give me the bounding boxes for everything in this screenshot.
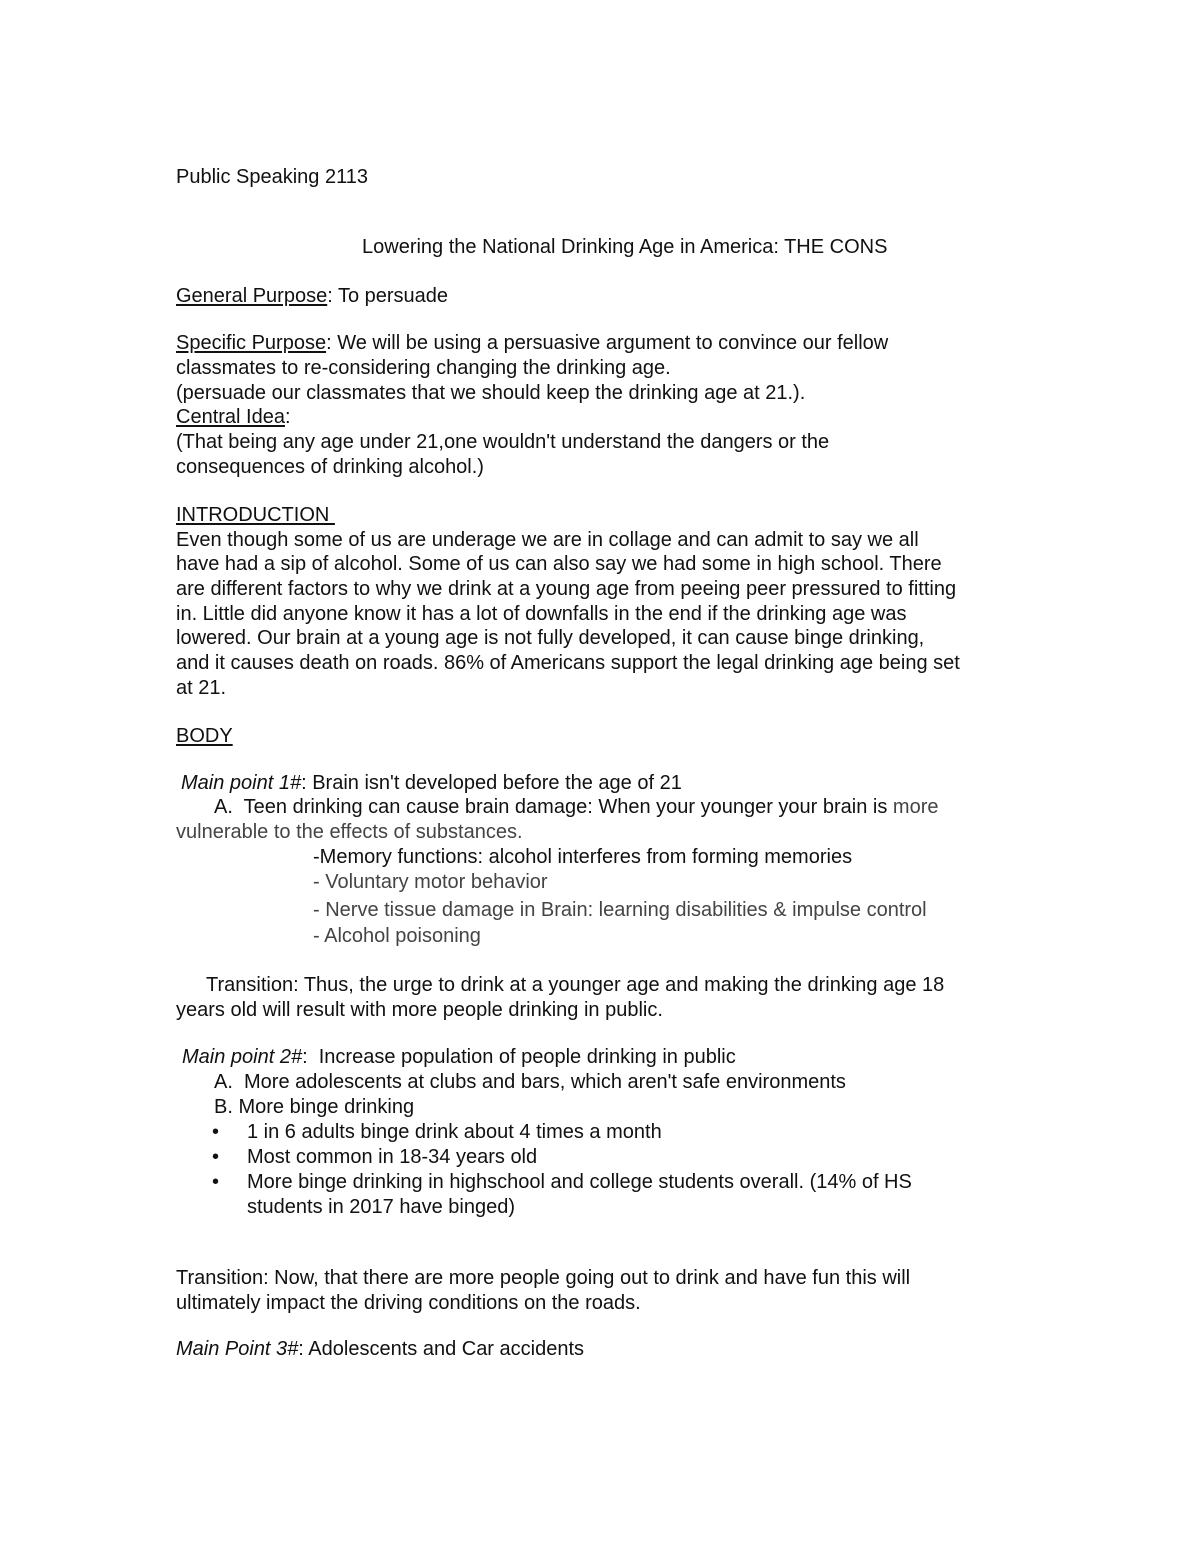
general-purpose-text: To persuade	[332, 285, 449, 307]
general-purpose-line	[176, 284, 448, 309]
central-idea-line-1: (That being any age under 21,one wouldn't understand the dangers or the	[176, 431, 830, 453]
bullet-item: 1 in 6 adults binge drink about 4 times a month	[247, 1121, 662, 1143]
central-idea-heading	[176, 405, 291, 430]
main-point-3-text: : Adolescents and Car accidents	[298, 1338, 585, 1360]
specific-purpose-line-3: (persuade our classmates that we should keep the drinking age at 21.).	[176, 382, 806, 404]
central-idea-colon: :	[284, 406, 291, 428]
body-heading: BODY	[176, 725, 233, 747]
introduction-line: lowered. Our brain at a young age is not fully developed, it can cause binge drinking,	[176, 627, 925, 649]
main-point-2-text: : Increase population of people drinking in public	[302, 1046, 736, 1068]
introduction-line: at 21.	[176, 677, 227, 699]
main-point-1-detail: -Memory functions: alcohol interferes from forming memories	[313, 846, 853, 868]
bullet-item: Most common in 18-34 years old	[247, 1146, 538, 1168]
specific-purpose-label: Specific Purpose	[176, 332, 327, 354]
introduction-line: have had a sip of alcohol. Some of us can also say we had some in high school. There	[176, 553, 942, 575]
general-purpose-colon: :	[327, 285, 333, 307]
main-point-1-detail: - Voluntary motor behavior	[313, 871, 548, 893]
bullet-glyph: •	[212, 1146, 220, 1168]
bullet-glyph: •	[212, 1121, 220, 1143]
transition-1-line-1: Transition: Thus, the urge to drink at a younger age and making the drinking age 18	[206, 974, 945, 996]
main-point-1-detail: - Alcohol poisoning	[313, 925, 481, 947]
course-line: Public Speaking 2113	[176, 166, 368, 188]
bullet-item: More binge drinking in highschool and college students overall. (14% of HS	[247, 1171, 912, 1193]
main-point-1-sub-a-line-2: vulnerable to the effects of substances.	[176, 821, 523, 843]
bullet-glyph: •	[212, 1171, 220, 1193]
main-point-2-label: Main point 2#	[182, 1046, 303, 1068]
main-point-2-sub-b: B. More binge drinking	[214, 1096, 415, 1118]
general-purpose-label: General Purpose	[176, 285, 328, 307]
transition-1-line-2: years old will result with more people drinking in public.	[176, 999, 663, 1021]
main-point-3-label: Main Point 3#	[176, 1338, 299, 1360]
document-title: Lowering the National Drinking Age in America: THE CONS	[362, 236, 888, 258]
introduction-line: and it causes death on roads. 86% of Americans support the legal drinking age being set	[176, 652, 960, 674]
central-idea-line-2: consequences of drinking alcohol.)	[176, 456, 484, 478]
main-point-2	[182, 1045, 736, 1070]
main-point-1	[181, 771, 682, 796]
transition-2-line-2: ultimately impact the driving conditions on the roads.	[176, 1292, 641, 1314]
specific-purpose-line-1	[176, 331, 888, 356]
main-point-1-detail: - Nerve tissue damage in Brain: learning disabilities & impulse control	[313, 899, 927, 921]
main-point-1-text: : Brain isn't developed before the age of 21	[301, 772, 682, 794]
main-point-1-sub-a-text: A. Teen drinking can cause brain damage: When your younger your brain is	[214, 796, 893, 818]
main-point-1-sub-a	[214, 795, 938, 820]
bullet-item-continuation: students in 2017 have binged)	[247, 1196, 515, 1218]
specific-purpose-text: : We will be using a persuasive argument to convince our fellow	[326, 332, 889, 354]
introduction-line: in. Little did anyone know it has a lot of downfalls in the end if the drinking age was	[176, 603, 907, 625]
main-point-3	[176, 1337, 584, 1362]
introduction-line: are different factors to why we drink at a young age from peeing peer pressured to fitting	[176, 578, 957, 600]
introduction-heading: INTRODUCTION	[176, 504, 335, 526]
main-point-1-sub-a-grey: more	[892, 796, 939, 818]
central-idea-label: Central Idea	[176, 406, 285, 428]
main-point-1-label: Main point 1#	[181, 772, 302, 794]
transition-2-line-1: Transition: Now, that there are more people going out to drink and have fun this will	[176, 1267, 911, 1289]
introduction-line: Even though some of us are underage we are in collage and can admit to say we all	[176, 529, 919, 551]
main-point-2-sub-a: A. More adolescents at clubs and bars, which aren't safe environments	[214, 1071, 846, 1093]
specific-purpose-line-2: classmates to re-considering changing the drinking age.	[176, 357, 671, 379]
